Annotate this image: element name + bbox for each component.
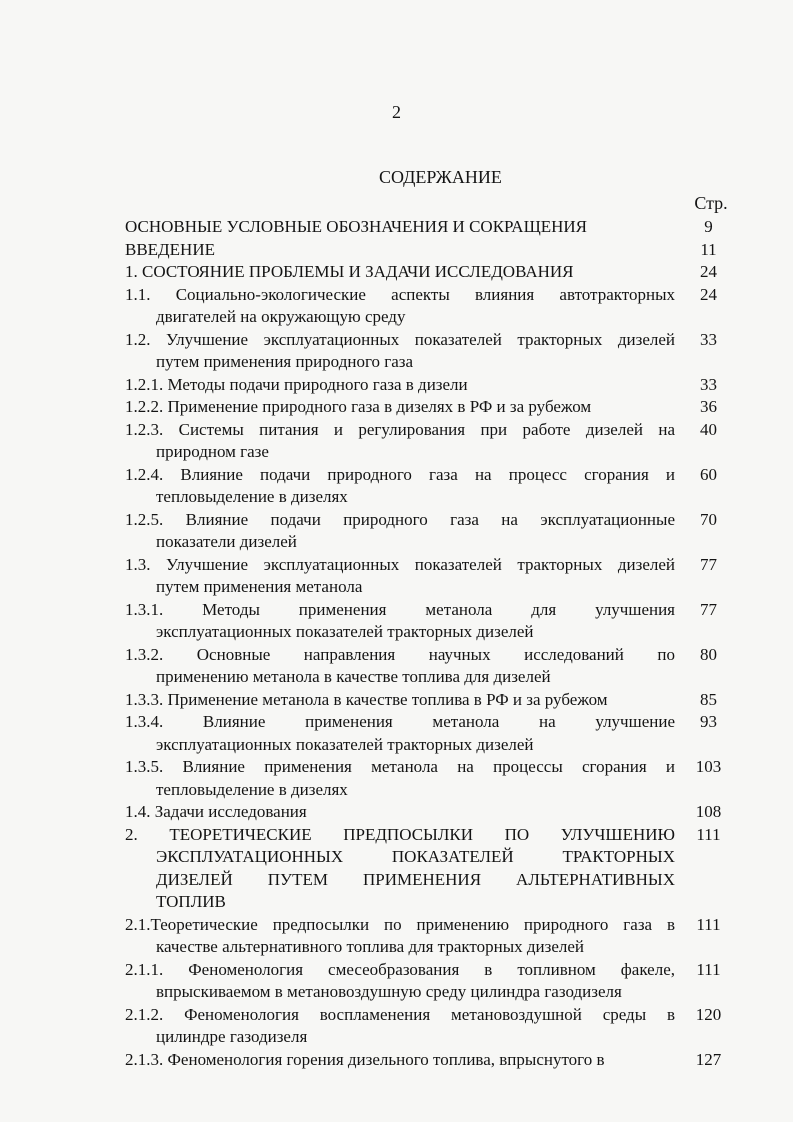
toc-entry-line: ОСНОВНЫЕ УСЛОВНЫЕ ОБОЗНАЧЕНИЯ И СОКРАЩЕНИЯ [125,217,588,236]
toc-entry-line: 1.2.4. Влияние подачи природного газа на процесс сгорания и [125,464,675,484]
toc-entry-text [125,374,675,397]
toc-entry-line: 1.1. Социально-экологические аспекты влияния автотракторных [125,284,675,304]
toc-entry-line: ВВЕДЕНИЕ [125,239,215,259]
toc-entry-line: 1.3.3. Применение метанола в качестве топлива в РФ и за рубежом [125,689,608,709]
toc-entry [125,959,742,1004]
toc-entry-text [125,261,675,284]
toc-entry-text [125,1049,675,1072]
toc-entry-text [125,464,675,509]
toc-entry-page: 120 [695,1004,722,1024]
toc-entry-text [125,554,675,599]
toc-entry [125,239,742,262]
page-number: 2 [392,102,401,122]
toc-entry-text [125,216,675,239]
toc-entry-line: качестве альтернативного топлива для тракторных дизелей [156,937,585,956]
toc-entry-page: 77 [700,554,717,574]
toc-entry-text [125,959,675,1004]
toc-entry [125,599,742,644]
toc-entry-page: 70 [700,509,717,529]
toc-entry [125,374,742,397]
toc-entry-line: применению метанола в качестве топлива для дизелей [156,667,551,686]
toc-entry-line: 1.3.1. Методы применения метанола для улучшения [125,599,675,619]
toc-entry-text [125,689,675,712]
toc-entry-line: 1.3.5. Влияние применения метанола на процессы сгорания и [125,757,675,776]
toc-entry-line: 1.2.1. Методы подачи природного газа в дизели [125,374,468,394]
toc-entry-page: 36 [700,397,717,416]
toc-entry-line: ТОПЛИВ [156,892,226,911]
toc-entry-page: 9 [704,217,713,236]
toc-entry-line: 1.3.2. Основные направления научных исследований по [125,644,675,664]
toc-entry-line: эксплуатационных показателей тракторных дизелей [156,734,534,754]
toc-entry-page: 111 [696,959,721,979]
toc-entry-line: тепловыделение в дизелях [156,779,348,799]
toc-entry-line: 2.1.3. Феноменология горения дизельного топлива, впрыснутого в [125,1049,605,1069]
toc-entry-text [125,914,675,959]
toc-entry-line: путем применения метанола [156,577,363,596]
toc-entry-line: 2.1.2. Феноменология воспламенения метановоздушной среды в [125,1004,675,1024]
toc-entry-page: 11 [700,239,717,259]
toc-entry-page: 127 [695,1049,722,1069]
toc-entry [125,261,742,284]
toc-entry [125,554,742,599]
toc-entry-text [125,396,675,419]
toc-entry-text [125,419,675,464]
toc-entry-page: 93 [700,712,717,731]
toc-title: СОДЕРЖАНИЕ [379,167,502,187]
toc-entry-page: 60 [700,464,717,484]
toc-entry-page: 33 [700,329,717,349]
toc-entry-line: 1.3. Улучшение эксплуатационных показателей тракторных дизелей [125,554,675,574]
toc-entry-text [125,239,675,262]
toc-entry [125,396,742,419]
toc-entry-text [125,644,675,689]
toc-entry [125,1004,742,1049]
toc-entry-line: 1.2. Улучшение эксплуатационных показателей тракторных дизелей [125,329,675,349]
toc-entry-page: 108 [695,802,722,821]
toc-entry [125,711,742,756]
toc-entry-line: ДИЗЕЛЕЙ ПУТЕМ ПРИМЕНЕНИЯ АЛЬТЕРНАТИВНЫХ [156,869,675,889]
toc-entry-line: 1.2.5. Влияние подачи природного газа на эксплуатационные [125,509,675,529]
toc-entry-page: 85 [700,689,717,709]
toc-entry-text [125,1004,675,1049]
toc-entry [125,284,742,329]
toc-entry [125,419,742,464]
toc-entry-line: тепловыделение в дизелях [156,487,348,506]
toc-entry [125,509,742,554]
toc-entry-line: 1. СОСТОЯНИЕ ПРОБЛЕМЫ И ЗАДАЧИ ИССЛЕДОВАНИЯ [125,262,574,281]
page-column-header: Стр. [694,193,728,213]
toc-entry [125,1049,742,1072]
toc-entry-text [125,509,675,554]
toc-entry-line: 2.1.1. Феноменология смесеобразования в топливном факеле, [125,959,675,979]
toc-entry [125,689,742,712]
toc-entry-text [125,801,675,824]
toc-entry-line: ЭКСПЛУАТАЦИОННЫХ ПОКАЗАТЕЛЕЙ ТРАКТОРНЫХ [156,847,675,866]
toc-entry-line: впрыскиваемом в метановоздушную среду цилиндра газодизеля [156,982,622,1001]
toc-entry-line: путем применения природного газа [156,352,414,371]
toc-entry-line: эксплуатационных показателей тракторных дизелей [156,622,534,641]
toc-entry-text [125,284,675,329]
toc-entry [125,801,742,824]
toc-entry-page: 80 [700,644,717,664]
toc-entry [125,914,742,959]
toc-entry-page: 111 [696,824,721,844]
toc-entry-page: 40 [700,419,717,439]
table-of-contents [125,216,742,1071]
toc-entry-page: 33 [700,374,717,394]
toc-entry-text [125,711,675,756]
toc-entry-line: 1.2.2. Применение природного газа в дизелях в РФ и за рубежом [125,397,592,416]
toc-entry-line: 1.2.3. Системы питания и регулирования при работе дизелей на [125,419,675,439]
toc-entry-text [125,599,675,644]
toc-entry-text [125,329,675,374]
toc-entry [125,329,742,374]
toc-entry [125,464,742,509]
toc-entry-line: 1.3.4. Влияние применения метанола на улучшение [125,712,675,731]
toc-entry-page: 24 [700,262,717,281]
toc-entry-line: природном газе [156,442,269,461]
toc-entry [125,644,742,689]
toc-entry [125,756,742,801]
toc-entry-text [125,824,675,914]
toc-entry [125,216,742,239]
toc-entry-page: 24 [700,284,717,304]
toc-entry-line: 2. ТЕОРЕТИЧЕСКИЕ ПРЕДПОСЫЛКИ ПО УЛУЧШЕНИЮ [125,824,675,844]
toc-entry-line: показатели дизелей [156,532,297,551]
toc-entry-page: 111 [696,914,721,934]
toc-entry-text [125,756,675,801]
toc-entry-line: цилиндре газодизеля [156,1027,308,1046]
toc-entry-line: двигателей на окружающую среду [156,307,406,326]
toc-entry-line: 1.4. Задачи исследования [125,802,307,821]
toc-entry-page: 103 [695,757,722,776]
toc-entry-line: 2.1.Теоретические предпосылки по применению природного газа в [125,914,675,934]
toc-entry [125,824,742,914]
toc-entry-page: 77 [700,599,717,619]
